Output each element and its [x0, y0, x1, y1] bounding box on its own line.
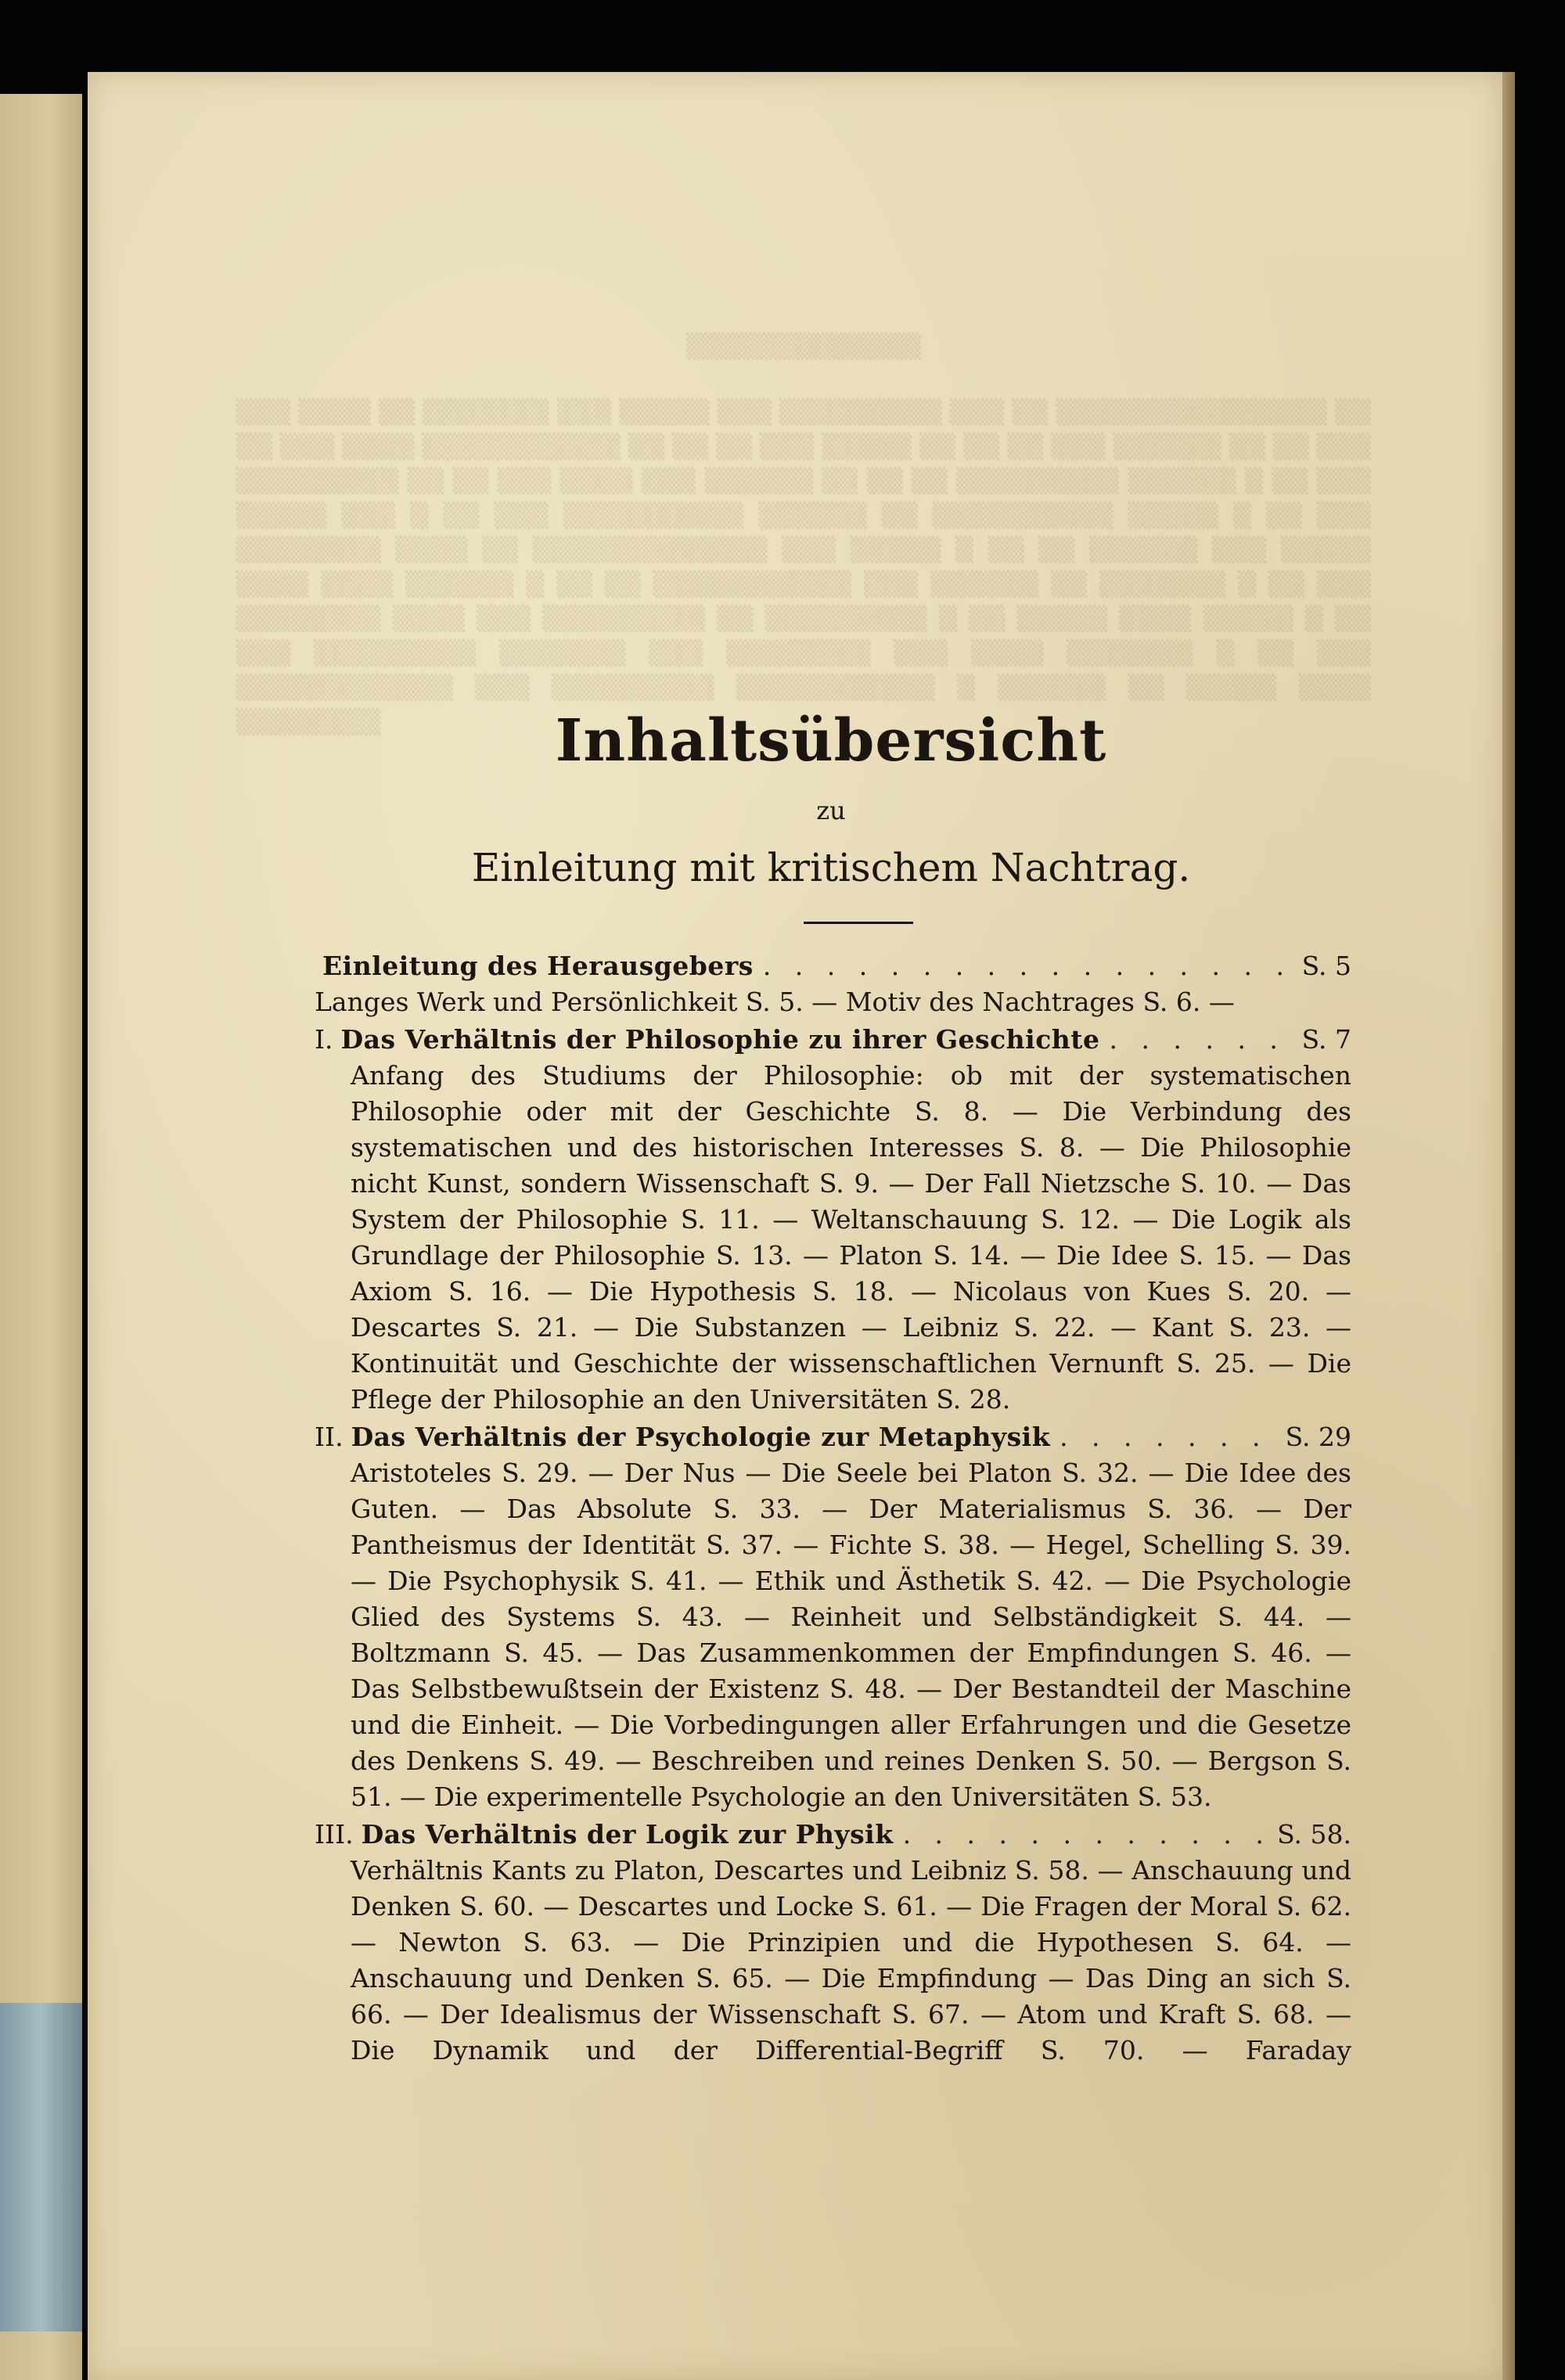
book-page: [88, 72, 1502, 2380]
toc-entry-chapter-2: [315, 1419, 1351, 1815]
toc-entry-body: Langes Werk und Persönlichkeit S. 5. — Motiv des Nachtrages S. 6. —: [315, 987, 1235, 1017]
toc-entry-einleitung: [315, 948, 1351, 1020]
toc-entry-body: Anfang des Studiums der Philosophie: ob mit der systematischen Philosophie oder mit der Geschichte S. 8. — Die Verbindung des systematischen und des historischen Interesses S. 8. — Die Philosophie nicht Kunst, sondern Wissenschaft S. 9. — Der Fall Nietzsche S. 10. — Das System der Philosophie S. 11. — Weltanschauung S. 12. — Die Logik als Grundlage der Philosophie S. 13. — Platon S. 14. — Die Idee S. 15. — Das Axiom S. 16. — Die Hypothesis S. 18. — Nicolaus von Kues S. 20. — Descartes S. 21. — Die Substanzen — Leibniz S. 22. — Kant S. 23. — Kontinuität und Geschichte der wissenschaftlichen Vernunft S. 25. — Die Pflege der Philosophie an den Universitäten S. 28.: [351, 1060, 1351, 1415]
toc-heading: Einleitung des Herausgebers: [322, 951, 754, 981]
toc-entry-body: Verhältnis Kants zu Platon, Descartes und Leibniz S. 58. — Anschauung und Denken S. 60. — Descartes und Locke S. 61. — Die Fragen der Moral S. 62. — Newton S. 63. — Die Prinzipien und die Hypothesen S. 64. — Anschauung und Denken S. 65. — Die Empfindung — Das Ding an sich S. 66. — Der Idealismus der Wissenschaft S. 67. — Atom und Kraft S. 68. — Die Dynamik und der Differential-Begriff S. 70. — Faraday: [351, 1855, 1351, 2065]
toc-entry-body: Aristoteles S. 29. — Der Nus — Die Seele bei Platon S. 32. — Die Idee des Guten. — Das Absolute S. 33. — Der Materialismus S. 36. — Der Pantheismus der Identität S. 37. — Fichte S. 38. — Hegel, Schelling S. 39. — Die Psychophysik S. 41. — Ethik und Ästhetik S. 42. — Die Psychologie Glied des Systems S. 43. — Reinheit und Selbständigkeit S. 44. — Boltzmann S. 45. — Das Zusammenkommen der Empfindungen S. 46. — Das Selbstbewußtsein der Existenz S. 48. — Der Bestandteil der Maschine und die Einheit. — Die Vorbedingungen aller Erfahrungen und die Gesetze des Denkens S. 49. — Beschreiben und reines Denken S. 50. — Bergson S. 51. — Die experimentelle Psychologie an den Universitäten S. 53.: [351, 1458, 1351, 1812]
toc-entry-chapter-3: [315, 1817, 1351, 2069]
toc-heading: Das Verhältnis der Philosophie zu ihrer Geschichte: [340, 1024, 1100, 1055]
toc-number: I.: [315, 1024, 333, 1055]
bleed-through-text: ▒▒▒▒▒▒▒▒▒▒▒▒▒ ▒▒▒ ▒▒▒▒ ▒▒ ▒▒▒▒▒▒▒ ▒▒▒ ▒▒▒▒▒ ▒▒▒ ▒▒▒▒▒▒▒▒▒ ▒▒▒ ▒▒ ▒▒▒▒▒▒▒▒▒▒▒▒▒▒▒ ▒▒ ▒▒ ▒▒▒ ▒▒▒▒ ▒▒▒▒▒▒▒▒▒▒▒ ▒▒ ▒▒ ▒▒ ▒▒▒ ▒▒▒▒▒ ▒▒ ▒▒ ▒▒ ▒▒▒ ▒▒▒▒▒▒ ▒▒ ▒▒ ▒▒▒ ▒▒▒▒▒▒▒▒▒ ▒▒ ▒▒ ▒▒▒ ▒▒▒▒ ▒▒▒ ▒▒▒▒▒▒ ▒▒ ▒▒ ▒▒ ▒▒▒▒▒▒▒▒▒ ▒▒▒▒▒▒ ▒ ▒▒ ▒▒▒ ▒▒▒▒▒ ▒▒▒ ▒ ▒▒ ▒▒▒ ▒▒▒▒▒▒▒▒▒▒ ▒▒▒▒▒▒ ▒▒ ▒▒▒▒▒▒▒▒▒▒ ▒▒▒▒▒ ▒ ▒▒ ▒▒▒ ▒▒▒▒▒▒▒▒ ▒▒▒▒ ▒▒ ▒▒▒▒▒▒▒▒▒▒▒▒▒ ▒▒▒ ▒▒▒▒▒ ▒ ▒▒ ▒▒ ▒▒▒▒▒▒ ▒▒▒ ▒▒▒▒▒ ▒▒▒▒ ▒▒▒▒ ▒▒▒▒▒▒ ▒ ▒▒ ▒▒ ▒▒▒▒▒▒▒▒▒▒▒ ▒▒▒ ▒▒▒▒▒▒ ▒▒ ▒▒▒▒▒▒▒ ▒ ▒▒ ▒▒▒ ▒▒▒▒▒▒▒▒ ▒▒▒▒ ▒▒▒ ▒▒▒▒▒▒▒▒▒ ▒▒ ▒▒▒▒▒▒▒▒▒ ▒ ▒▒ ▒▒▒▒▒ ▒▒▒▒ ▒▒▒▒▒ ▒ ▒▒ ▒▒▒ ▒▒▒▒▒▒▒▒▒ ▒▒▒▒▒▒▒ ▒▒▒ ▒▒▒▒▒▒▒▒ ▒▒▒ ▒▒▒▒ ▒▒▒▒▒▒▒ ▒ ▒▒ ▒▒▒ ▒▒▒▒▒▒▒▒▒▒▒▒ ▒▒▒ ▒▒▒▒▒▒▒▒▒ ▒▒▒▒▒▒▒▒▒▒▒ ▒ ▒▒▒▒▒▒ ▒▒ ▒▒▒▒▒ ▒▒▒▒ ▒▒▒▒▒▒▒▒: [236, 333, 1371, 736]
leader-dots: [1060, 1419, 1276, 1455]
page-title: Inhaltsübersicht: [555, 707, 1107, 775]
toc-page-number: S. 29: [1285, 1422, 1351, 1452]
page-edge: [1501, 72, 1515, 2380]
toc-heading: Das Verhältnis der Logik zur Physik: [361, 1819, 894, 1850]
toc-heading-row: [315, 948, 1351, 984]
toc-page-number: S. 58.: [1277, 1819, 1351, 1850]
toc-number: II.: [315, 1422, 344, 1452]
toc-number: III.: [315, 1819, 354, 1850]
leader-dots: [903, 1817, 1268, 1853]
toc-heading: Das Verhältnis der Psychologie zur Metaphysik: [351, 1422, 1051, 1452]
toc-page-number: S. 5: [1301, 951, 1351, 981]
toc-page-number: S. 7: [1301, 1024, 1351, 1055]
title-divider: [804, 922, 913, 924]
book-cover-edge: [0, 2003, 82, 2331]
toc-heading-row: [315, 1419, 1351, 1455]
page-subtitle: Einleitung mit kritischem Nachtrag.: [471, 845, 1191, 890]
leader-dots: [1110, 1022, 1293, 1058]
title-connector: zu: [816, 796, 846, 825]
toc-entry-chapter-1: [315, 1022, 1351, 1418]
toc-heading-row: [315, 1817, 1351, 1853]
table-of-contents: [315, 948, 1351, 2070]
toc-heading-row: [315, 1022, 1351, 1058]
leader-dots: [763, 948, 1293, 984]
